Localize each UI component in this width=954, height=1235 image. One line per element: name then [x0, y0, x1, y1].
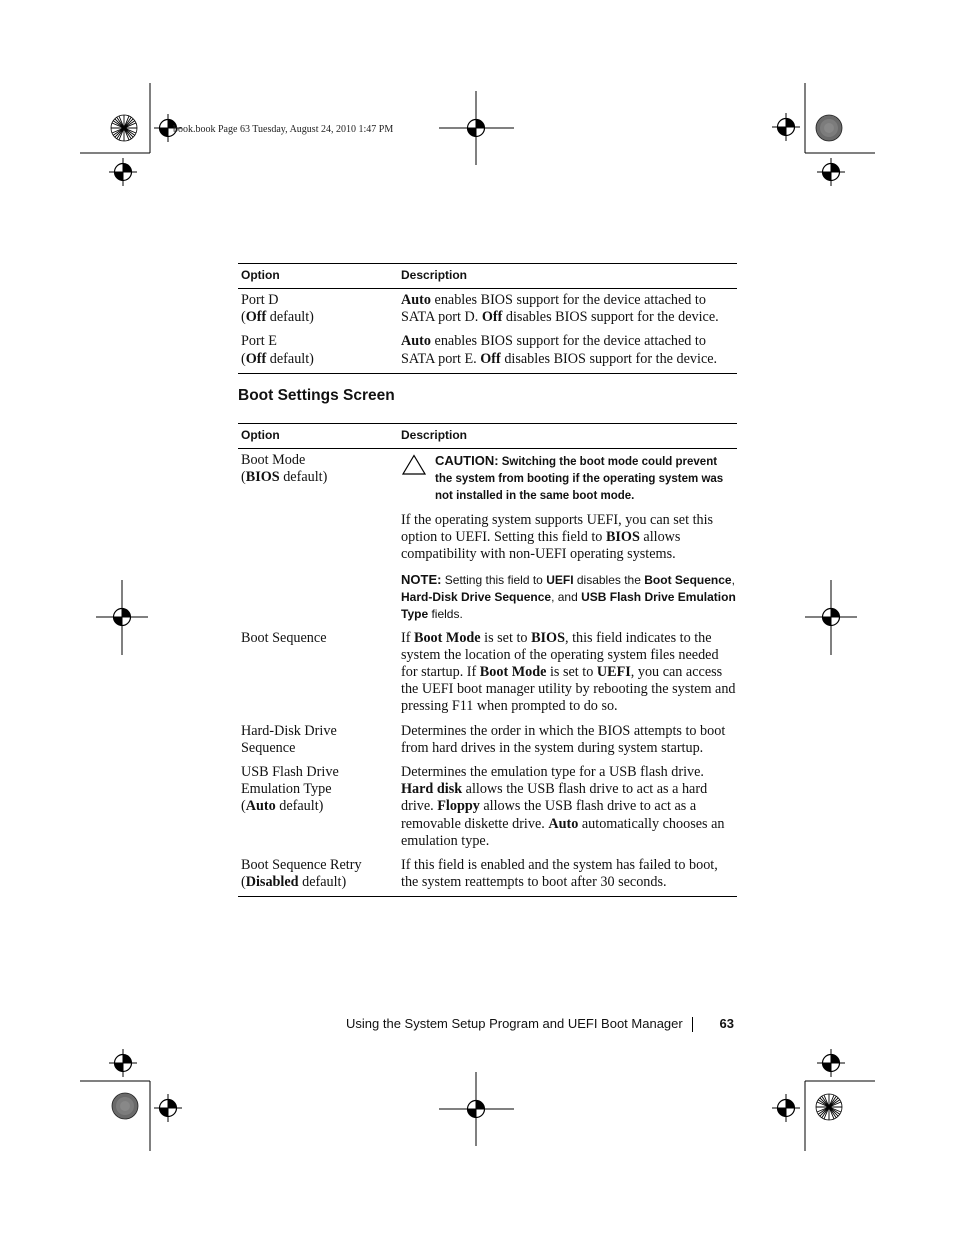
- caution-block: CAUTION: Switching the boot mode could prevent the system from booting if the operating system was not installed in the same boot mode.: [401, 452, 737, 505]
- sata-options-table-wrap: [238, 263, 737, 374]
- table-row: [238, 716, 737, 757]
- column-header-description: Description: [398, 264, 737, 289]
- page-number: 63: [719, 1016, 734, 1031]
- description-cell: If this field is enabled and the system has failed to boot, the system reattempts to boot after 30 seconds.: [401, 857, 718, 891]
- registration-mark-icon: [462, 114, 490, 142]
- sata-options-table: [238, 263, 737, 374]
- option-cell: Boot Mode (BIOS default): [241, 452, 328, 486]
- option-cell: Port E (Off default): [241, 333, 314, 367]
- column-header-option: Option: [238, 264, 398, 289]
- boot-settings-table-wrap: [238, 423, 737, 897]
- registration-mark-icon: [108, 603, 136, 631]
- footer-divider: [692, 1017, 693, 1032]
- table-row: [238, 757, 737, 850]
- starburst-target-icon: [816, 1094, 842, 1120]
- option-cell: Port D (Off default): [241, 292, 314, 326]
- section-heading: Boot Settings Screen: [238, 387, 395, 404]
- gray-target-icon: [112, 1093, 138, 1119]
- table-header-row: [238, 264, 737, 289]
- caution-triangle-icon: [402, 454, 426, 475]
- description-cell: If Boot Mode is set to BIOS, this field indicates to the system the location of the operating system files needed for startup. If Boot Mode is set to UEFI, you can access the UEFI boot manager utility by rebooting the system and pressing F11 when prompted to do so.: [401, 629, 736, 715]
- description-cell: Auto enables BIOS support for the device attached to SATA port D. Off disables BIOS support for the device.: [401, 292, 719, 326]
- gray-target-icon: [816, 115, 842, 141]
- registration-mark-icon: [817, 1049, 845, 1077]
- table-row: [238, 289, 737, 327]
- option-cell: USB Flash Drive Emulation Type (Auto default): [241, 764, 339, 815]
- table-row: [238, 850, 737, 897]
- column-header-option: Option: [238, 424, 398, 449]
- registration-mark-icon: [154, 1094, 182, 1122]
- option-cell: Hard-Disk Drive Sequence: [241, 722, 337, 756]
- option-cell: Boot Sequence Retry (Disabled default): [241, 857, 362, 891]
- option-cell: Boot Sequence: [241, 629, 327, 646]
- description-cell: [398, 449, 737, 623]
- table-row: [238, 449, 737, 623]
- registration-mark-icon: [109, 158, 137, 186]
- description-cell: Determines the emulation type for a USB flash drive. Hard disk allows the USB flash drive to act as a hard drive. Floppy allows the USB flash drive to act as a removable diskette drive. Auto automatically chooses an emulation type.: [401, 764, 725, 849]
- registration-mark-icon: [462, 1095, 490, 1123]
- registration-mark-icon: [772, 113, 800, 141]
- description-paragraph: If the operating system supports UEFI, you can set this option to UEFI. Setting this field to BIOS allows compatibility with non-UEFI operating systems.: [401, 512, 714, 563]
- print-slug: book.book Page 63 Tuesday, August 24, 2010 1:47 PM: [173, 124, 394, 135]
- registration-mark-icon: [817, 158, 845, 186]
- table-header-row: [238, 424, 737, 449]
- table-row: [238, 623, 737, 716]
- registration-mark-icon: [817, 603, 845, 631]
- boot-settings-table: [238, 423, 737, 897]
- description-cell: Auto enables BIOS support for the device attached to SATA port E. Off disables BIOS support for the device.: [401, 333, 718, 367]
- starburst-target-icon: [111, 115, 137, 141]
- description-cell: Determines the order in which the BIOS attempts to boot from hard drives in the system during system startup.: [401, 722, 726, 756]
- column-header-description: Description: [398, 424, 737, 449]
- table-row: [238, 326, 737, 373]
- registration-mark-icon: [772, 1094, 800, 1122]
- registration-mark-icon: [109, 1049, 137, 1077]
- note-block: NOTE: Setting this field to UEFI disables the Boot Sequence, Hard-Disk Drive Sequence, and USB Flash Drive Emulation Type fields.: [401, 571, 736, 621]
- footer-title: Using the System Setup Program and UEFI Boot Manager: [346, 1016, 683, 1031]
